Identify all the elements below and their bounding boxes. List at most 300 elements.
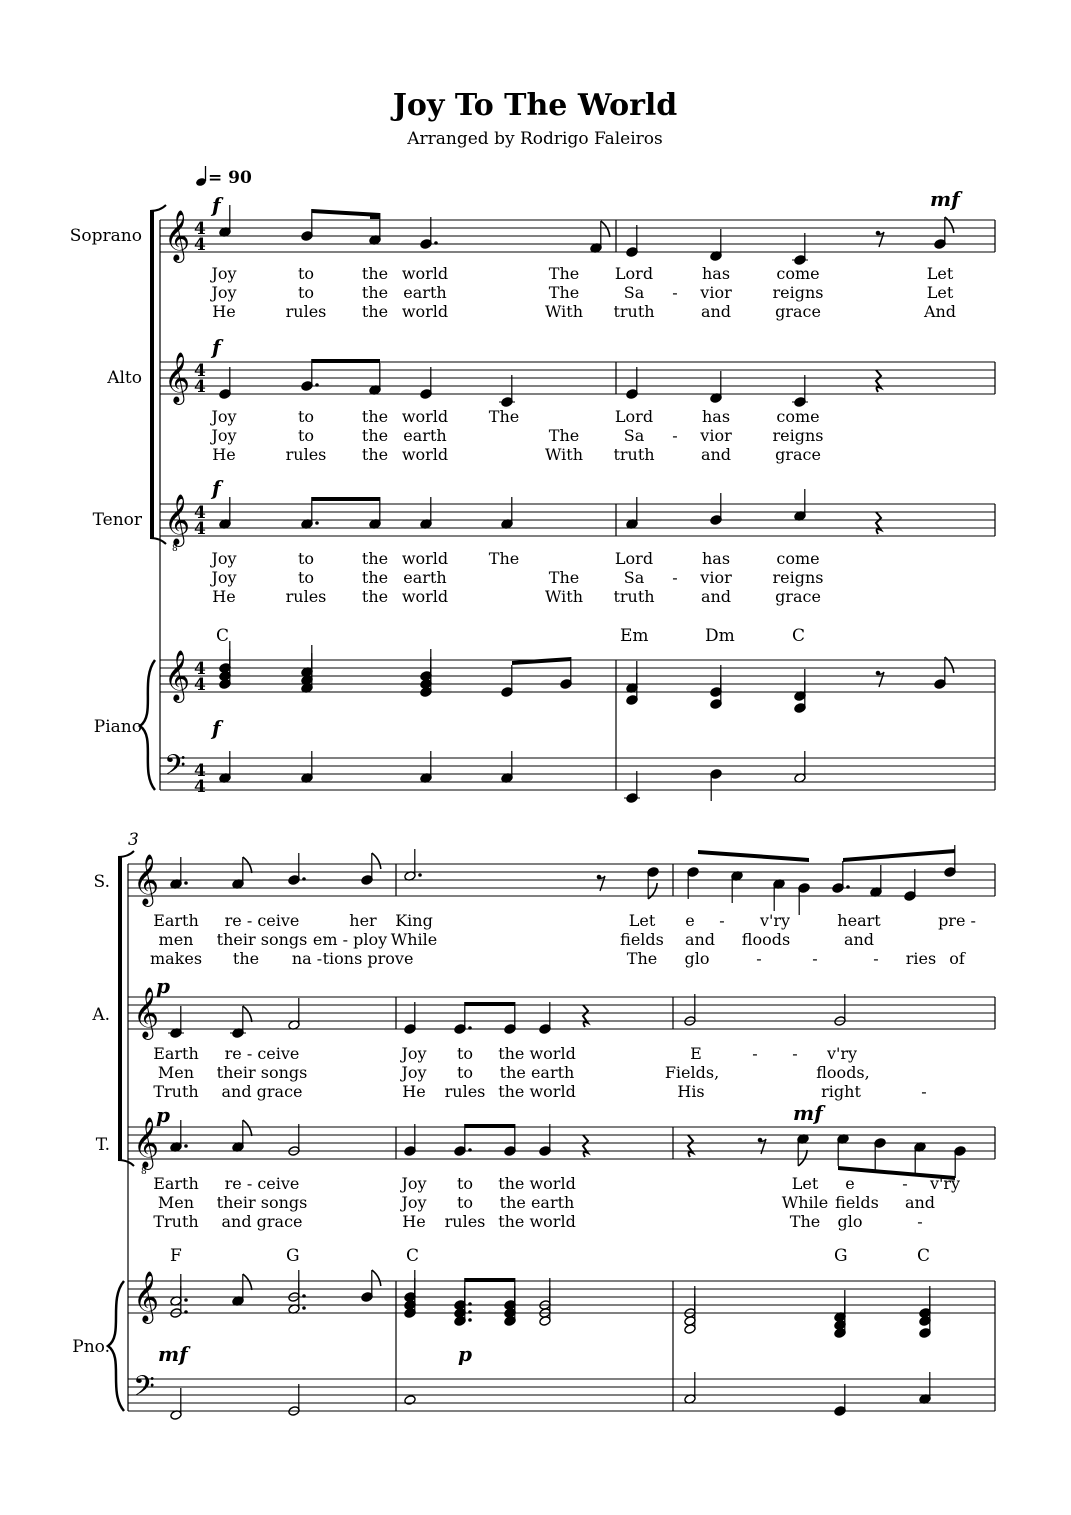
lyric-syllable: He	[402, 1212, 426, 1231]
lyric-syllable: the	[361, 283, 389, 302]
note	[404, 849, 422, 881]
lyric-syllable: Joy	[211, 407, 237, 426]
note	[794, 489, 806, 521]
lyric-syllable: glo	[684, 949, 710, 968]
dynamic-forte: f	[212, 476, 221, 500]
label-soprano: Soprano	[69, 226, 142, 246]
note	[301, 209, 313, 241]
note	[369, 363, 381, 395]
lyric-syllable: and	[700, 302, 732, 321]
lyric-syllable: pre -	[938, 911, 976, 930]
lyric-syllable: -	[672, 283, 678, 302]
lyric-syllable: their songs	[216, 930, 308, 949]
lyric-syllable: to	[456, 1174, 474, 1193]
note	[404, 1124, 416, 1156]
lyric-syllable: -	[672, 426, 678, 445]
lyric-syllable: The	[548, 264, 580, 283]
lyric-syllable: The	[548, 426, 580, 445]
treble-clef-8vb-icon: 𝄞	[164, 494, 191, 545]
lyric-syllable: The	[488, 407, 520, 426]
lyric-syllable: and	[843, 930, 875, 949]
note	[539, 1124, 551, 1156]
lyric-syllable: Joy	[401, 1063, 427, 1082]
lyric-syllable: re - ceive	[224, 1174, 300, 1193]
note	[626, 367, 638, 399]
note	[501, 751, 513, 783]
note	[232, 1274, 252, 1306]
treble-clef-icon: 𝄞	[133, 987, 160, 1038]
lyric-syllable: -	[752, 1044, 758, 1063]
note	[404, 1395, 416, 1406]
lyric-syllable: v'ry	[759, 911, 791, 930]
lyric-syllable: grace	[775, 587, 821, 606]
dynamic-mezzo-forte: mf	[158, 1342, 188, 1366]
note	[369, 497, 381, 529]
lyric-syllable: to	[456, 1193, 474, 1212]
lyric-syllable: fields	[620, 930, 664, 949]
lyric-syllable: v'ry	[929, 1174, 961, 1193]
beam	[465, 1278, 515, 1282]
lyric-syllable: the	[361, 587, 389, 606]
lyric-syllable: men	[158, 930, 194, 949]
note	[288, 853, 306, 885]
page-title: Joy To The World	[392, 88, 678, 123]
note	[420, 217, 438, 249]
note	[301, 359, 319, 391]
lyric-syllable: the world	[498, 1212, 576, 1231]
treble-clef-icon: 𝄞	[133, 854, 160, 905]
note	[684, 1372, 696, 1404]
lyric-syllable: to	[297, 549, 315, 568]
lyric-syllable: Joy	[211, 264, 237, 283]
lyric-syllable: and grace	[221, 1082, 303, 1101]
note	[687, 867, 699, 899]
eighth-rest	[876, 671, 884, 687]
lyric-syllable: to	[297, 426, 315, 445]
tempo-value: = 90	[208, 168, 252, 188]
note	[454, 1002, 472, 1034]
lyric-syllable: her	[349, 911, 377, 930]
treble-clef-icon: 𝄞	[164, 650, 191, 701]
lyric-syllable: e	[685, 911, 695, 930]
lyric-syllable: The	[626, 949, 658, 968]
lyric-syllable: Joy	[211, 568, 237, 587]
note	[874, 1138, 886, 1170]
svg-text:4: 4	[194, 519, 206, 539]
lyric-syllable: The	[789, 1212, 821, 1231]
lyric-syllable: Sa	[623, 426, 645, 445]
lyric-syllable: glo	[837, 1212, 863, 1231]
svg-text:4: 4	[194, 761, 206, 781]
lyric-syllable: Joy	[401, 1174, 427, 1193]
lyric-syllable: and	[904, 1193, 936, 1212]
lyric-syllable: vior	[700, 283, 732, 302]
lyric-syllable: Sa	[623, 568, 645, 587]
lyric-syllable: reigns	[772, 283, 824, 302]
note	[710, 229, 722, 261]
lyric-syllable: rules	[444, 1212, 486, 1231]
note	[288, 1282, 306, 1314]
lyric-syllable: -	[917, 1212, 923, 1231]
label-tenor: Tenor	[92, 510, 142, 530]
lyric-syllable: come	[776, 407, 820, 426]
note	[626, 225, 638, 257]
lyric-syllable: vior	[700, 568, 732, 587]
lyric-syllable: floods,	[816, 1063, 870, 1082]
lyric-syllable: their songs	[216, 1193, 308, 1212]
lyric-syllable: Lord	[614, 407, 654, 426]
lyric-syllable: And	[923, 302, 957, 321]
lyric-syllable: Joy	[211, 426, 237, 445]
lyric-syllable: -	[921, 1082, 927, 1101]
lyric-syllable: the	[361, 407, 389, 426]
note	[773, 879, 785, 911]
chord-symbol: Dm	[705, 626, 735, 646]
lyric-syllable: The	[548, 568, 580, 587]
eighth-rest	[597, 875, 605, 891]
note	[794, 751, 806, 783]
lyric-syllable: Lord	[614, 549, 654, 568]
lyric-syllable: and	[684, 930, 716, 949]
chord-symbol: Em	[620, 626, 649, 646]
lyric-syllable: Joy	[211, 549, 237, 568]
piano-brace	[140, 660, 155, 790]
svg-text:4: 4	[194, 361, 206, 381]
label-piano: Piano	[93, 717, 142, 737]
note	[504, 1002, 516, 1034]
lyric-syllable: the	[361, 568, 389, 587]
lyric-syllable: His	[677, 1082, 705, 1101]
note	[301, 751, 313, 783]
chord-symbol: C	[917, 1246, 931, 1266]
chord-symbol: C	[792, 626, 806, 646]
lyric-syllable: the world	[498, 1044, 576, 1063]
lyric-syllable: floods	[741, 930, 791, 949]
note	[219, 367, 231, 399]
lyric-syllable: rules	[285, 445, 327, 464]
lyric-syllable: Fields,	[664, 1063, 720, 1082]
label-piano: Pno.	[72, 1337, 110, 1357]
lyric-syllable: and grace	[221, 1212, 303, 1231]
lyric-syllable: The	[488, 549, 520, 568]
treble-clef-8vb-icon: 𝄞	[133, 1117, 160, 1168]
lyric-syllable: na -	[291, 949, 323, 968]
note	[232, 1120, 252, 1152]
note	[219, 205, 231, 237]
quarter-rest	[688, 1135, 693, 1157]
lyric-syllable: He	[402, 1082, 426, 1101]
note	[404, 1002, 416, 1034]
lyric-syllable: world	[401, 264, 449, 283]
note	[798, 883, 810, 915]
note	[710, 769, 722, 801]
lyric-syllable: and	[700, 587, 732, 606]
chord-symbol: G	[834, 1246, 848, 1266]
lyric-syllable: Let	[926, 264, 954, 283]
lyric-syllable: earth	[403, 426, 447, 445]
beam	[465, 1124, 515, 1128]
svg-text:4: 4	[194, 777, 206, 797]
quarter-rest	[876, 370, 881, 392]
chord-symbol: C	[406, 1246, 420, 1266]
beam	[465, 1002, 515, 1006]
eighth-rest	[758, 1138, 766, 1154]
dynamic-mezzo-forte: mf	[930, 187, 960, 211]
lyric-syllable: e	[845, 1174, 855, 1193]
system-1	[70, 187, 995, 803]
lyric-syllable: With	[544, 302, 584, 321]
lyric-syllable: world	[401, 407, 449, 426]
quarter-rest	[583, 1005, 588, 1027]
lyric-syllable: the earth	[499, 1193, 575, 1212]
note	[797, 1134, 809, 1166]
svg-text:4: 4	[194, 503, 206, 523]
dynamic-forte: f	[212, 335, 221, 359]
note	[170, 1388, 182, 1420]
lyric-syllable: has	[701, 264, 731, 283]
system-2	[72, 830, 995, 1420]
note	[870, 865, 882, 897]
lyric-syllable: truth	[613, 587, 655, 606]
dynamic-mezzo-forte: mf	[793, 1101, 823, 1125]
lyric-syllable: He	[212, 302, 236, 321]
lyric-syllable: King	[395, 911, 433, 930]
lyric-syllable: reigns	[772, 568, 824, 587]
clefs-system-2	[133, 854, 159, 1410]
lyric-syllable: Let	[628, 911, 656, 930]
note	[454, 1278, 472, 1310]
dynamic-piano: p	[156, 974, 170, 998]
lyric-syllable: their songs	[216, 1063, 308, 1082]
lyric-syllable: makes	[149, 949, 203, 968]
label-alto: Alto	[107, 368, 142, 388]
quarter-rest	[876, 512, 881, 534]
note	[904, 869, 916, 901]
lyric-syllable: to	[456, 1063, 474, 1082]
lyric-syllable: E	[690, 1044, 702, 1063]
beam	[312, 209, 380, 217]
lyric-syllable: Men	[157, 1063, 195, 1082]
svg-text:4: 4	[194, 659, 206, 679]
lyric-syllable: the	[361, 264, 389, 283]
label-soprano: S.	[93, 872, 110, 892]
lyric-syllable: the	[361, 426, 389, 445]
lyric-syllable: v'ry	[826, 1044, 858, 1063]
lyric-syllable: has	[701, 549, 731, 568]
lyric-syllable: He	[212, 445, 236, 464]
lyric-syllable: to	[297, 568, 315, 587]
note	[219, 751, 231, 783]
svg-text:8: 8	[172, 544, 178, 554]
lyric-syllable: He	[212, 587, 236, 606]
lyric-syllable: re - ceive	[224, 1044, 300, 1063]
treble-clef-icon: 𝄞	[133, 1271, 160, 1322]
dynamic-piano: p	[458, 1342, 472, 1366]
note	[560, 657, 572, 689]
lyric-syllable: the	[361, 302, 389, 321]
lyric-syllable: to	[297, 283, 315, 302]
svg-text:4: 4	[194, 219, 206, 239]
beam	[312, 497, 380, 501]
chord-symbol: G	[286, 1246, 300, 1266]
treble-clef-icon: 𝄞	[164, 210, 191, 261]
arranger-credit: Arranged by Rodrigo Faleiros	[407, 129, 663, 149]
note	[710, 493, 722, 525]
lyric-syllable: vior	[700, 426, 732, 445]
note	[731, 871, 743, 903]
choir-bracket	[118, 851, 134, 1166]
note	[626, 497, 638, 529]
lyric-syllable: right	[821, 1082, 861, 1101]
lyric-syllable: the	[361, 549, 389, 568]
lyric-syllable: earth	[403, 283, 447, 302]
lyric-syllable: of	[949, 949, 965, 968]
note	[504, 1124, 516, 1156]
lyric-syllable: Earth	[153, 1044, 199, 1063]
lyric-syllable: come	[776, 549, 820, 568]
note	[834, 1384, 846, 1416]
note	[288, 998, 300, 1030]
lyric-syllable: Earth	[153, 1174, 199, 1193]
lyric-syllable: world	[401, 549, 449, 568]
lyric-syllable: With	[544, 445, 584, 464]
lyric-syllable: come	[776, 264, 820, 283]
lyric-syllable: to	[456, 1044, 474, 1063]
note	[710, 371, 722, 403]
note	[420, 751, 432, 783]
lyric-syllable: -	[873, 949, 879, 968]
time-signatures	[194, 219, 206, 797]
lyric-syllable: the world	[498, 1174, 576, 1193]
note	[539, 1002, 551, 1034]
lyric-syllable: grace	[775, 445, 821, 464]
chord-symbol: F	[170, 1246, 182, 1266]
lyric-syllable: While	[390, 930, 438, 949]
lyric-syllable: the	[232, 949, 260, 968]
note	[170, 857, 188, 889]
lyric-syllable: the world	[498, 1082, 576, 1101]
chord-symbol: C	[216, 626, 230, 646]
beam	[843, 849, 955, 862]
bass-clef-icon: 𝄢	[164, 749, 186, 789]
svg-text:4: 4	[194, 377, 206, 397]
lyric-syllable: earth	[403, 568, 447, 587]
note	[501, 497, 513, 529]
lyric-syllable: heart	[837, 911, 881, 930]
note	[919, 1372, 931, 1404]
lyrics-system-2	[150, 911, 976, 1231]
note	[420, 497, 432, 529]
quarter-rest	[583, 1135, 588, 1157]
lyric-syllable: -	[902, 1174, 908, 1193]
lyric-syllable: rules	[285, 302, 327, 321]
clefs-system-1	[164, 210, 190, 789]
lyric-syllable: With	[544, 587, 584, 606]
note	[914, 1142, 926, 1174]
lyric-syllable: truth	[613, 302, 655, 321]
lyric-syllable: Earth	[153, 911, 199, 930]
dynamic-forte: f	[212, 193, 221, 217]
eighth-rest	[876, 231, 884, 247]
note	[684, 1302, 696, 1334]
lyric-syllable: Joy	[401, 1193, 427, 1212]
note	[837, 1134, 849, 1166]
svg-text:8: 8	[141, 1167, 147, 1177]
lyric-syllable: the earth	[499, 1063, 575, 1082]
lyric-syllable: Men	[157, 1193, 195, 1212]
svg-text:4: 4	[194, 675, 206, 695]
lyric-syllable: grace	[775, 302, 821, 321]
note	[501, 665, 513, 697]
note	[832, 861, 850, 893]
beam	[512, 657, 571, 665]
lyric-syllable: to	[297, 264, 315, 283]
note	[219, 497, 231, 529]
lyric-syllable: -	[672, 568, 678, 587]
lyric-syllable: Joy	[401, 1044, 427, 1063]
piano-brace	[108, 1281, 124, 1411]
beam	[312, 359, 380, 363]
beam	[698, 850, 809, 862]
note	[170, 1120, 188, 1152]
measure-number: 3	[128, 830, 139, 850]
lyric-syllable: The	[548, 283, 580, 302]
lyric-syllable: Lord	[614, 264, 654, 283]
treble-clef-icon: 𝄞	[164, 352, 191, 403]
lyric-syllable: re - ceive	[224, 911, 300, 930]
note	[301, 497, 319, 529]
lyric-syllable: Sa	[623, 283, 645, 302]
dynamic-forte: f	[212, 716, 221, 740]
lyrics-system-1	[209, 264, 956, 606]
svg-text:4: 4	[194, 235, 206, 255]
tempo-marking	[195, 166, 252, 188]
lyric-syllable: Let	[926, 283, 954, 302]
note	[232, 857, 252, 889]
note	[420, 367, 432, 399]
lyric-syllable: tions prove	[322, 949, 414, 968]
lyric-syllable: Joy	[211, 283, 237, 302]
lyric-syllable: world	[401, 587, 449, 606]
lyric-syllable: Let	[791, 1174, 819, 1193]
lyric-syllable: em - ploy	[312, 930, 388, 949]
lyric-syllable: and	[700, 445, 732, 464]
lyric-syllable: ries	[905, 949, 937, 968]
lyric-syllable: world	[401, 302, 449, 321]
lyric-syllable: Truth	[153, 1082, 199, 1101]
lyric-syllable: rules	[444, 1082, 486, 1101]
note	[170, 1274, 188, 1306]
lyric-syllable: world	[401, 445, 449, 464]
dynamic-piano: p	[156, 1103, 170, 1127]
label-alto: A.	[92, 1005, 110, 1025]
lyric-syllable: -	[812, 949, 818, 968]
lyric-syllable: reigns	[772, 426, 824, 445]
lyric-syllable: While	[781, 1193, 829, 1212]
lyric-syllable: fields	[835, 1193, 879, 1212]
lyric-syllable: the	[361, 445, 389, 464]
bass-clef-icon: 𝄢	[133, 1370, 155, 1410]
lyric-syllable: truth	[613, 445, 655, 464]
note	[454, 1124, 472, 1156]
lyric-syllable: Truth	[153, 1212, 199, 1231]
lyric-syllable: -	[719, 911, 725, 930]
lyric-syllable: -	[792, 1044, 798, 1063]
label-tenor: T.	[95, 1135, 110, 1155]
lyric-syllable: -	[756, 949, 762, 968]
lyric-syllable: to	[297, 407, 315, 426]
lyric-syllable: rules	[285, 587, 327, 606]
